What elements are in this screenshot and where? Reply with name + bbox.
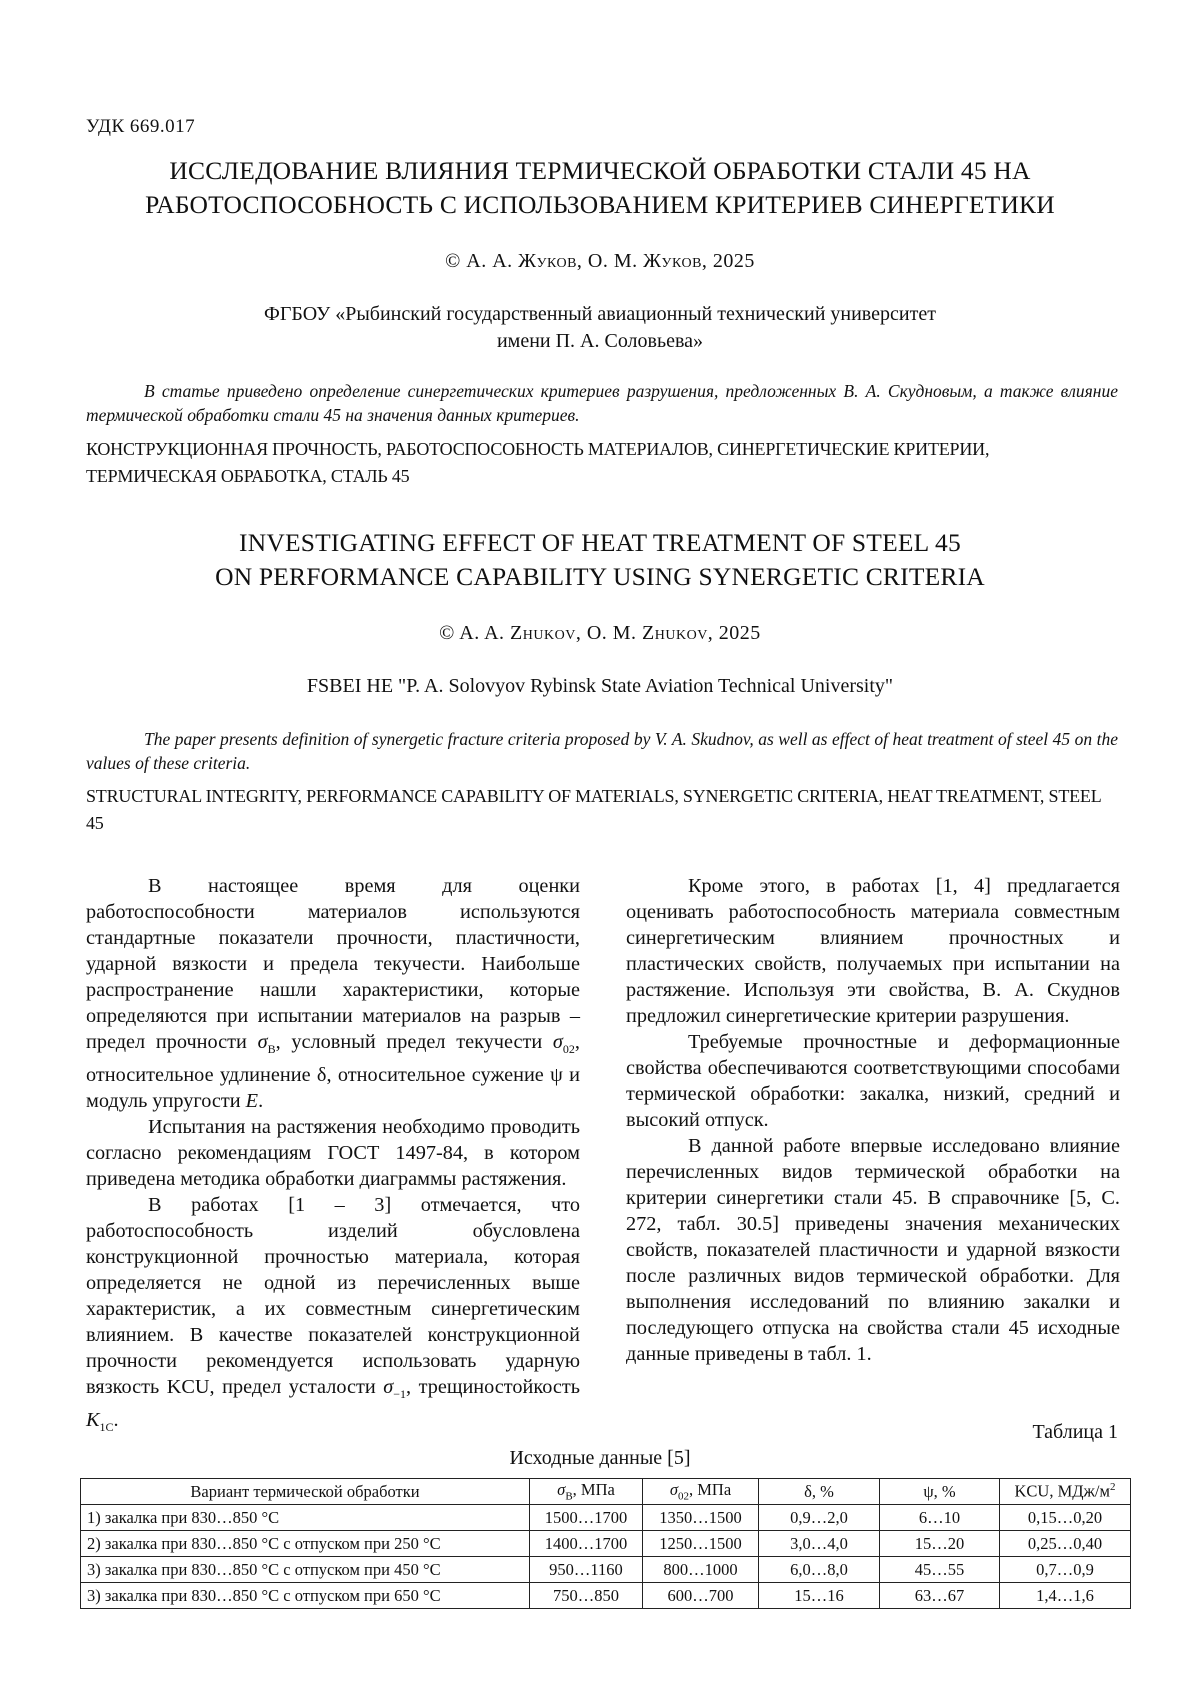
table-cell: 6,0…8,0 <box>759 1557 880 1583</box>
table-body <box>81 1505 1131 1609</box>
text-run: В работах [1 – 3] отмечается, что работоспособность изделий обусловлена конструкционной прочностью материала, которая определяется не одной из перечисленных выше характеристик, а их совместным синергетическим влиянием. В качестве показателей конструкционной прочности рекомендуется использовать ударную вязкость KCU, предел усталости <box>86 1194 580 1399</box>
table-row <box>81 1531 1131 1557</box>
symbol: σ <box>669 1480 678 1500</box>
udk-code: УДК 669.017 <box>86 116 196 137</box>
table-cell: 750…850 <box>530 1583 643 1609</box>
ru-title-line: РАБОТОСПОСОБНОСТЬ С ИСПОЛЬЗОВАНИЕМ КРИТЕРИЕВ СИНЕРГЕТИКИ <box>145 190 1055 219</box>
header-delta: δ, % <box>759 1479 880 1505</box>
body-paragraph <box>86 1192 580 1440</box>
text-run: , трещиностойкость <box>406 1376 580 1399</box>
table-header-row <box>81 1479 1131 1505</box>
table-cell: 0,9…2,0 <box>759 1505 880 1531</box>
header-sigma-b <box>530 1479 643 1505</box>
table-cell: 0,25…0,40 <box>1000 1531 1131 1557</box>
ru-affiliation-line: имени П. А. Соловьева» <box>496 330 704 352</box>
table-cell: 45…55 <box>880 1557 1000 1583</box>
ru-abstract: В статье приведено определение синергетических критериев разрушения, предложенных В. А. Скудновым, а также влияние термической обработки стали 45 на значения данных критериев. <box>86 381 1118 425</box>
body-left-column <box>86 873 580 1440</box>
table-cell: 3) закалка при 830…850 °С с отпуском при 450 °С <box>81 1557 530 1583</box>
subscript: 1С <box>99 1420 114 1435</box>
text-run: , условный предел текучести <box>275 1031 543 1053</box>
table-cell: 1500…1700 <box>530 1505 643 1531</box>
text-run: . <box>113 1409 119 1432</box>
table-cell: 2) закалка при 830…850 °С с отпуском при 250 °С <box>81 1531 530 1557</box>
en-affiliation: FSBEI HE "P. A. Solovyov Rybinsk State Aviation Technical University" <box>306 675 894 697</box>
symbol: σ <box>552 1031 563 1053</box>
symbol: σ <box>383 1376 394 1399</box>
ru-keywords: КОНСТРУКЦИОННАЯ ПРОЧНОСТЬ, РАБОТОСПОСОБНОСТЬ МАТЕРИАЛОВ, СИНЕРГЕТИЧЕСКИЕ КРИТЕРИИ, ТЕРМИЧЕСКАЯ ОБРАБОТКА, СТАЛЬ 45 <box>86 439 990 486</box>
subscript: В <box>565 1490 573 1503</box>
table-cell: 600…700 <box>643 1583 759 1609</box>
table-cell: 1350…1500 <box>643 1505 759 1531</box>
table-cell: 15…16 <box>759 1583 880 1609</box>
ru-affiliation-line: ФГБОУ «Рыбинский государственный авиационный технический университет <box>264 303 936 325</box>
unit: , МПа <box>572 1480 615 1500</box>
table-row <box>81 1557 1131 1583</box>
symbol: σ <box>257 1031 268 1053</box>
subscript: 02 <box>677 1490 689 1503</box>
table-row <box>81 1583 1131 1609</box>
table-cell: 3) закалка при 830…850 °С с отпуском при 650 °С <box>81 1583 530 1609</box>
subscript: −1 <box>393 1387 407 1402</box>
en-authors: © A. A. Zhukov, O. M. Zhukov, 2025 <box>439 622 761 644</box>
ru-title-line: ИССЛЕДОВАНИЕ ВЛИЯНИЯ ТЕРМИЧЕСКОЙ ОБРАБОТКИ СТАЛИ 45 НА <box>169 156 1031 185</box>
table-cell: 0,15…0,20 <box>1000 1505 1131 1531</box>
text-run: . <box>258 1090 264 1113</box>
header-variant: Вариант термической обработки <box>81 1479 530 1505</box>
subscript: 02 <box>562 1042 575 1057</box>
table-cell: 1400…1700 <box>530 1531 643 1557</box>
ru-affiliation <box>100 301 1100 355</box>
unit: , МПа <box>688 1480 732 1500</box>
table-cell: 63…67 <box>880 1583 1000 1609</box>
table-cell: 1250…1500 <box>643 1531 759 1557</box>
body-paragraph: Испытания на растяжения необходимо проводить согласно рекомендациям ГОСТ 1497-84, в котором приведена методика обработки диаграммы растяжения. <box>86 1116 580 1191</box>
unit: KCU, МДж/м <box>1014 1481 1110 1501</box>
body-paragraph: В данной работе впервые исследовано влияние перечисленных видов термической обработки на критерии синергетики стали 45. В справочнике [5, С. 272, табл. 30.5] приведены значения механических свойств, показателей пластичности и ударной вязкости после различных видов термической обработки. Для выполнения исследований по влиянию закалки и последующего отпуска на свойства стали 45 исходные данные приведены в табл. 1. <box>626 1135 1120 1365</box>
table-cell: 1,4…1,6 <box>1000 1583 1131 1609</box>
table-cell: 950…1160 <box>530 1557 643 1583</box>
ru-authors: © А. А. Жуков, О. М. Жуков, 2025 <box>445 250 755 272</box>
table-cell: 1) закалка при 830…850 °С <box>81 1505 530 1531</box>
table-caption: Исходные данные [5] <box>509 1447 691 1469</box>
table-number: Таблица 1 <box>1032 1421 1118 1443</box>
en-title-line: INVESTIGATING EFFECT OF HEAT TREATMENT OF STEEL 45 <box>239 528 961 557</box>
symbol: σ <box>557 1480 566 1500</box>
body-paragraph <box>86 873 580 1114</box>
table-cell: 800…1000 <box>643 1557 759 1583</box>
header-kcu <box>1000 1479 1131 1505</box>
header-sigma-02 <box>643 1479 759 1505</box>
text-run: , относительное удлинение δ, относительное сужение ψ и модуль упругости <box>86 1031 580 1113</box>
body-paragraph: Требуемые прочностные и деформационные свойства обеспечиваются соответствующими способами термической обработки: закалка, низкий, средний и высокий отпуск. <box>626 1031 1120 1131</box>
data-table <box>80 1478 1131 1609</box>
en-abstract: The paper presents definition of synergetic fracture criteria proposed by V. A. Skudnov, as well as effect of heat treatment of steel 45 on the values of these criteria. <box>86 729 1118 773</box>
text-run: В настоящее время для оценки работоспособности материалов используются стандартные показатели прочности, пластичности, ударной вязкости и предела текучести. Наибольше распространение нашли характеристики, которые определяются при испытании материалов на разрыв – предел прочности <box>86 875 580 1053</box>
table-cell: 15…20 <box>880 1531 1000 1557</box>
en-title <box>60 526 1140 594</box>
superscript: 2 <box>1109 1481 1116 1494</box>
en-keywords: STRUCTURAL INTEGRITY, PERFORMANCE CAPABILITY OF MATERIALS, SYNERGETIC CRITERIA, HEAT TREATMENT, STEEL 45 <box>86 786 1101 833</box>
subscript: В <box>267 1042 276 1057</box>
en-title-line: ON PERFORMANCE CAPABILITY USING SYNERGETIC CRITERIA <box>215 562 985 591</box>
body-right-column <box>626 873 1120 1367</box>
symbol: K <box>86 1409 100 1432</box>
table-row <box>81 1505 1131 1531</box>
symbol: E <box>245 1090 259 1113</box>
table-cell: 0,7…0,9 <box>1000 1557 1131 1583</box>
table-cell: 6…10 <box>880 1505 1000 1531</box>
table-cell: 3,0…4,0 <box>759 1531 880 1557</box>
body-paragraph: Кроме этого, в работах [1, 4] предлагается оценивать работоспособность материала совместным синергетическим влиянием прочностных и пластических свойств, получаемых при испытании на растяжение. Используя эти свойства, В. А. Скуднов предложил синергетические критерии разрушения. <box>626 875 1120 1027</box>
header-psi: ψ, % <box>880 1479 1000 1505</box>
ru-title <box>60 154 1140 222</box>
